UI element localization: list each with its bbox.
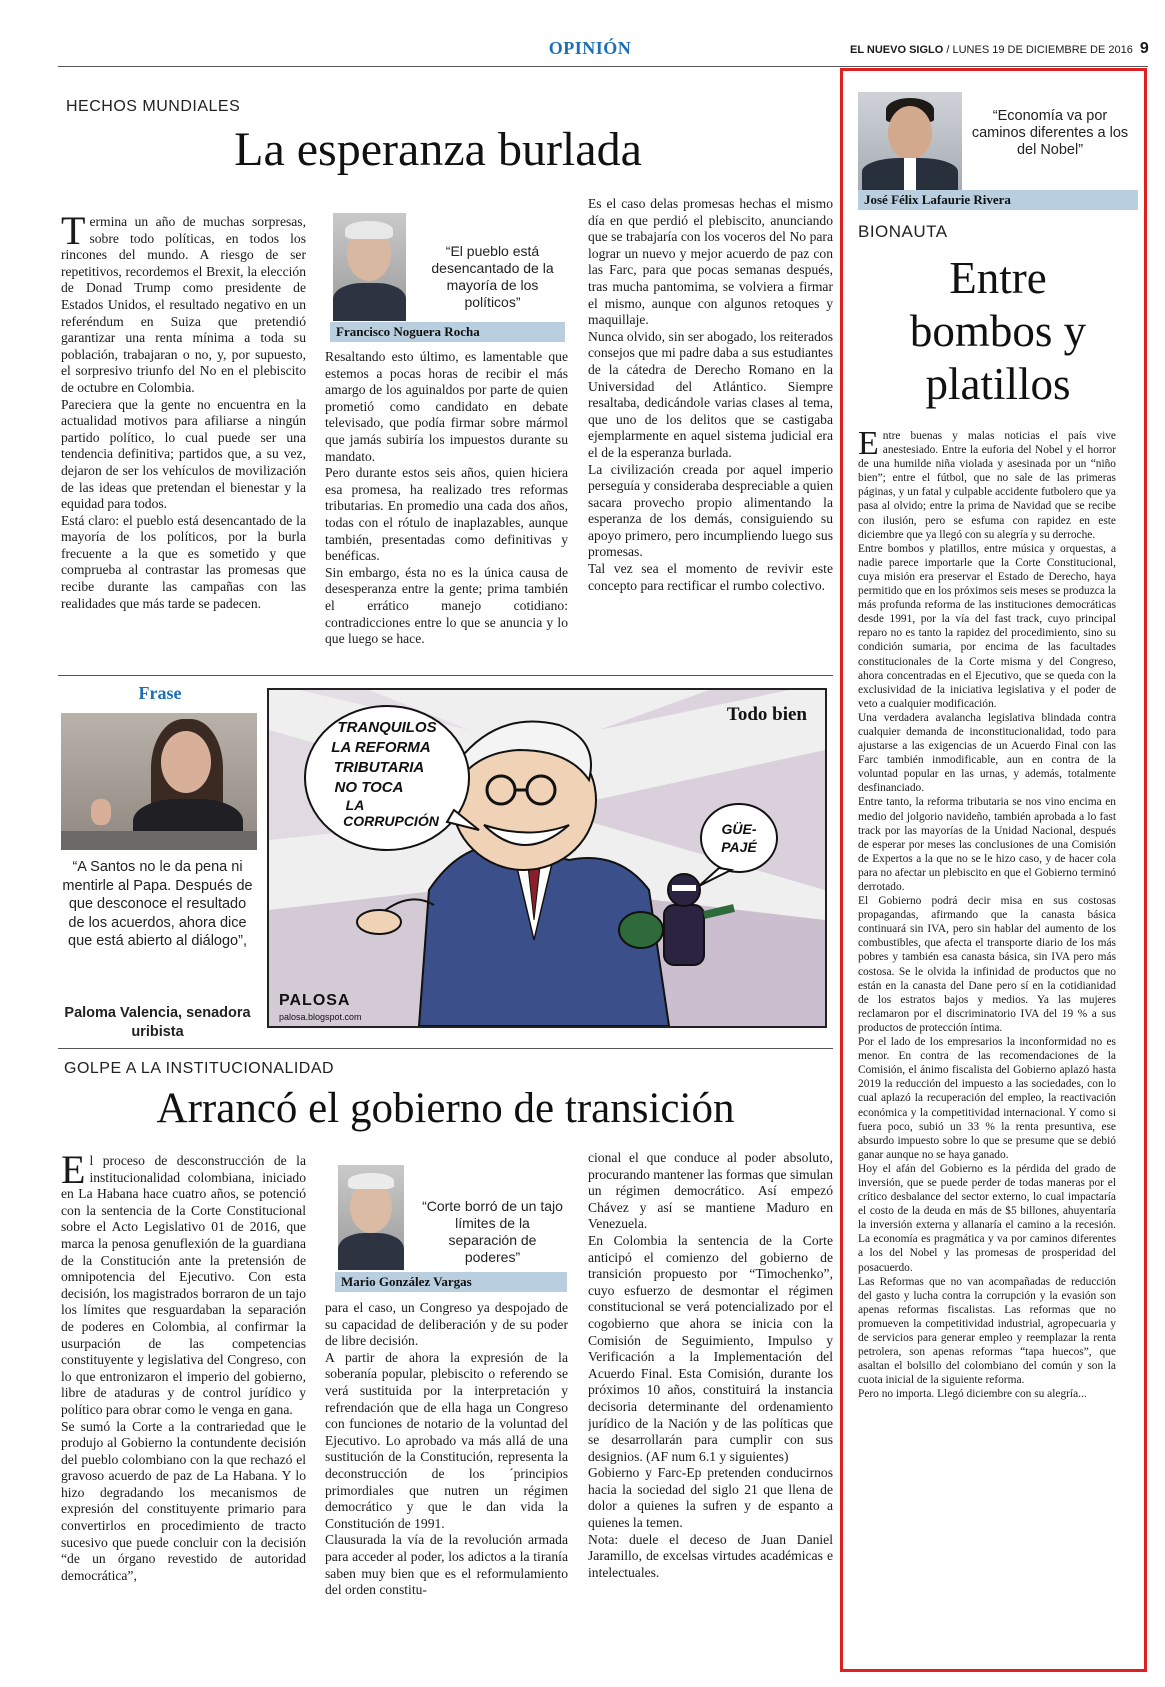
article2-col2 [325,1300,568,1623]
article2-headline: Arrancó el gobierno de transición [156,1085,735,1132]
article2-col3-p2: En Colombia la sentencia de la Corte anticipó el comienzo del gobierno de transición propuesto por “Timochenko”, cuyo esfuerzo de desmontar el régimen constitucional se verá potencializado por el cogobierno que ahora se inicia con la Comisión de Seguimiento, Impulso y Verificación a la Implementación del Acuerdo Final. Esta Comisión, durante los próximos 10 años, constituirá la instancia decisoria determinante del ordenamiento jurídico de la Nación y de las políticas que se desarrollarán para cumplir con sus designios. (AF num 6.1 y siguientes) [588,1232,833,1464]
publication-name: EL NUEVO SIGLO [850,44,944,56]
article1-col1-p1: ermina un año de muchas sorpresas, sobre todo políticas, en todos los rincones del mundo. A riesgo de ser repetitivos, recordemos el Brexit, la elección de Donad Trump como presidente de Estados Unidos, el resultado negativo en un referéndum en Suiza que pretendió garantizar una renta mínima a toda su población, trabajaran o no, y, por supuesto, el sorpresivo triunfo del No en el plebiscito de octubre en Colombia. [61,214,306,395]
article3-p1: ntre buenas y malas noticias el país vive anestesiado. Entre la euforia del Nobel y el horror de una humilde niña violada y asesinada por un “niño bien”; entre el fútbol, que no sale de las primeras páginas, y un fatal y culpable accidente futbolero que ya pasa al olvido; entre la prima de Navidad que se recibe con ilusión, pero se esfuma con rapidez en este diciembre que ya llegó con su alegría y su derroche. [858,430,1116,541]
article2-author: Mario González Vargas [335,1272,567,1292]
page-number: 9 [1139,40,1149,57]
section-label: OPINIÓN [548,38,632,58]
article2-kicker: GOLPE A LA INSTITUCIONALIDAD [64,1060,335,1077]
article1-col1 [61,214,306,666]
cartoon-title: Todo bien [726,704,807,725]
article2-col2-p2: A partir de ahora la expresión de la soberanía popular, plebiscito o referendo se verá sustituida por la interpretación y refrendación que de ella haga un Congreso con funciones de notario de la voluntad del Ejecutivo. Lo aprobado va más allá de una sustitución de la Constitución, representa la deconstrucción de los ´principios primordiales que nutren un régimen democrático y que le dan vida la Constitución de 1991. [325,1349,568,1531]
article2-col2-p1: para el caso, un Congreso ya despojado de su capacidad de deliberación y de su poder de libre decisión. [325,1300,568,1349]
article1-pull-quote: “El pueblo está desencantado de la mayoría de los políticos” [431,243,554,310]
author-photo-mario-gonzalez [338,1165,404,1270]
article2-col3-p1: cional el que conduce al poder absoluto, procurando mantener las formas que simulan un régimen democrático. Así empezó Chávez y así se mantiene Maduro en Venezuela. [588,1150,833,1232]
article2-col1 [61,1153,306,1623]
article3-headline-line3: platillos [925,359,1071,409]
article3-headline-line1: Entre [949,253,1047,303]
article3-dropcap: E [858,429,879,462]
article2-col2-p3: Clausurada la vía de la revolución armada para acceder al poder, los adictos a la tiranía saben muy bien que es el reformulamiento del orden constitu- [325,1532,568,1598]
article2-top-rule [58,1048,833,1049]
article3-p2: Entre bombos y platillos, entre música y orquestas, a nadie parece importarle que la Corte Constitucional, cuya misión era preservar el Estado de Derecho, haya permitido que en los próximos seis meses se produzca la más profunda reforma de las instituciones democráticas desde 1991, por la vía del fast track, cuyo principal reparo no es tanto la rapidez del procedimiento, sino su condición sumaria, por encima de las facultades constitucionales de la Corte misma y del Congreso, ahora concentradas en el Ejecutivo, que se queda con la exclusividad de la iniciativa legislativa y el poder de veto a cualquier modificación. [858,542,1116,710]
article3-p3: Una verdadera avalancha legislativa blindada contra cualquier demanda de inconstitucionalidad, todo para ajustarse a las exigencias de un Acuerdo Final con las Farc también inmodificable, aun en contra de la voluntad popular en las urnas, y además, totalmente desfinanciado. [858,711,1116,795]
header-rule [58,66,1148,67]
cartoon-drawing [269,690,825,1026]
bubble1-line1: TRANQUILOS [337,719,437,736]
author-photo-francisco-noguera [333,213,406,321]
article1-dropcap: T [61,214,86,253]
frase-author: Paloma Valencia, senadora uribista [64,1005,251,1040]
bubble1-line4: NO TOCA [334,779,404,796]
article2-dropcap: E [61,1153,86,1192]
article1-col2-p2: Pero durante estos seis años, quien hiciera esa promesa, ha realizado tres reformas tributarias. En promedio una cada dos años, todas con el rótulo de inaplazables, aunque también, presentadas como definitivas y benéficas. [325,465,568,564]
article3-headline [858,252,1138,411]
article3-p7: Hoy el afán del Gobierno es la pérdida del grado de inversión, que se puede perder de todas maneras por el crítico desbalance del sector externo, lo cual impactaría el costo de la deuda en más de $5 billones, ahuyentaría la inversión externa y allanaría el camino a la recesión. La economía es pragmática y va por caminos diferentes a los del Nobel y las promesas de prosperidad del posacuerdo. [858,1162,1116,1274]
article1-col3 [588,196,833,666]
bubble2-line1: GÜE- [721,821,757,837]
article1-col2 [325,349,568,666]
issue-date: / LUNES 19 DE DICIEMBRE DE 2016 [946,44,1133,56]
article3-author: José Félix Lafaurie Rivera [858,190,1138,210]
article3-kicker: BIONAUTA [858,222,948,241]
article3-p8: Las Reformas que no van acompañadas de reducción del gasto y lucha contra la corrupción y la evasión son apenas reformas fiscalistas. Las reformas que no promueven la competitividad industrial, agropecuaria y de servicios para generar empleo y reemplazar la renta petrolera, son apenas reformas “tapa huecos”, que asaltan el bolsillo del colombiano del común y son la cuota inicial de la siguiente reforma. [858,1275,1116,1387]
article3-p9: Pero no importa. Llegó diciembre con su alegría... [858,1388,1087,1401]
article1-author: Francisco Noguera Rocha [330,322,565,342]
frase-photo-paloma-valencia [61,713,257,850]
article1-col2-p3: Sin embargo, ésta no es la única causa de desesperanza entre la gente; prima también el errático manejo cotidiano: contradicciones entre lo que se anuncia y lo que luego se hace. [325,564,568,647]
article1-col3-p2: Nunca olvido, sin ser abogado, los reiterados consejos que mi padre daba a sus estudiantes de la cátedra de Derecho Romano en la Universidad del Atlántico. Siempre resaltaba, dedicándole varias clases al tema, que uno de los delitos que se castigaba ejemplarmente en aquel sistema judicial era el de la esperanza burlada. [588,328,833,460]
masthead [850,40,1149,58]
article2-col3 [588,1150,833,1623]
cartoon-signature: PALOSA [279,992,351,1009]
article1-col3-p1: Es el caso delas promesas hechas el mismo día en que perdió el plebiscito, anunciando que se trabajaría con los voceros del No para lograr un nuevo y mejor acuerdo de paz con las Farc, para que pocas semanas después, tras mucha pantomima, se volviera a firmar el mismo, aunque con algunos retoques y maquillaje. [588,196,833,328]
article1-col1-p3: Está claro: el pueblo está desencantado de la mayoría de los políticos, por la burla frecuente a la que es sometido y que comprueba al contrastar las promesas que recibe durante las campañas con las realidades que más tarde se padecen. [61,512,306,611]
article1-col3-p3: La civilización creada por aquel imperio perseguía y consideraba despreciable a quien sacara provecho propio alimentando la esperanza de los demás, consiguiendo su apoyo primero, pero incumpliendo luego sus promesas. [588,461,833,560]
bubble1-line3: TRIBUTARIA [333,759,425,776]
article3-headline-line2: bombos y [909,306,1087,356]
article3-body [858,429,1116,1661]
frase-title: Frase [138,683,182,703]
article1-col3-p4: Tal vez sea el momento de revivir este concepto para rectificar el rumbo colectivo. [588,561,833,593]
article3-p6: Por el lado de los empresarios la inconformidad no es menor. En contra de las recomendaciones de la Comisión, el ánimo fiscalista del Gobierno aplazó hasta 2019 la reducción del impuesto a las sociedades, con lo cual aplazó la recuperación del empleo, la reactivación económica y la competitividad internacional. Y como si fuera poco, subió un 33 % la renta presuntiva, ese absurdo impuesto sobre lo que se presume que se debió ganar aunque no se haya ganado. [858,1036,1116,1161]
bubble2-line2: PAJÉ [721,839,757,855]
article1-col2-p1: Resaltando esto último, es lamentable que estemos a pocas horas de recibir el más amargo de los aguinaldos por parte de quien prometió como candidato en debate televisado, que podía firmar sobre mármol que jamás subiría los impuestos durante su mandato. [325,349,568,464]
editorial-cartoon [267,688,827,1028]
article2-col1-p1: l proceso de desconstrucción de la institucionalidad colombiana, iniciado en La Habana hace cuatro años, se potenció con la sentencia de la Corte Constitucional sobre el Acto Legislativo 01 de 2016, que marca la penosa genuflexión de la guardiana de la Constitución ante la pretensión de omnipotencia del Ejecutivo. Con esta decisión, los magistrados borraron de un tajo los límites que resguardaban la separación de poderes en Colombia, al confirmar la usurpación de las competencias constituyente y legislativa del Congreso, con lo que entronizaron el imperio del gobierno, libre de ataduras y de control jurídico y político para obrar como le venga en gana. [61,1153,306,1417]
article3-p4: Entre tanto, la reforma tributaria se nos vino encima en medio del jolgorio navideño, también aprobada a lo fast track por las mayorías de la Unidad Nacional, después de esperar por meses las conclusiones de una Comisión de Expertos a la que no se le hizo caso, y de hacer cola para no afectar un plebiscito en que el Gobierno terminó derrotado. [858,796,1116,893]
bubble1-line5: LA [345,797,365,813]
article1-bottom-rule [58,675,833,676]
article2-col1-p2: Se sumó la Corte a la contrariedad que le produjo al Gobierno la contundente decisión del pueblo colombiano con la que rechazó el gravoso acuerdo de paz de La Habana. Y lo hizo degradando los mecanismos de expresión del constituyente primario para convertirlos en procedimiento de tracto sucesivo que puede concluir con la decisión “de un órgano revestido de autoridad democrática”, [61,1418,306,1583]
article1-kicker: HECHOS MUNDIALES [66,98,241,115]
article1-headline: La esperanza burlada [234,123,642,176]
article3-pull-quote: “Economía va por caminos diferentes a los del Nobel” [971,108,1129,158]
bubble1-line2: LA REFORMA [331,739,431,756]
frase-quote: “A Santos no le da pena ni mentirle al Papa. Después de que desconoce el resultado de los acuerdos, ahora dice que está abierto al diálogo”, [62,859,253,949]
article3-p5: El Gobierno podrá decir misa en sus costosas propagandas, afirmando que la canasta básica continuará sin IVA, pero sin hablar del aumento de los combustibles, que afecta el transporte diario de los más pobres y también esa canasta básica, sin IVA pero más costosa. Se le olvida la infinidad de productos que no están en la canasta del Dane pero sí en la cotidianidad de los estratos bajos y medios. Ya las mujeres reclamaron por el discriminatorio IVA del 19 % a sus productos de protección íntima. [858,895,1116,1034]
article1-col1-p2: Pareciera que la gente no encuentra en la actualidad motivos para afiliarse a ningún partido político, lo cual puede ser una tendencia definitiva; partidos que, a su vez, dejaron de ser los vehículos de movilización de las ideas que pretendan el bienestar y la equidad para todos. [61,396,306,512]
article2-col3-p3: Gobierno y Farc-Ep pretenden conducirnos hacia la sociedad del siglo 21 que llena de dolor a quienes la sufren y de espanto a quienes la temen. [588,1465,833,1531]
article2-pull-quote: “Corte borró de un tajo límites de la separación de poderes” [422,1198,563,1265]
cartoon-url: palosa.blogspot.com [279,1012,362,1022]
bubble1-line6: CORRUPCIÓN [343,813,439,829]
author-photo-jose-felix-lafaurie [858,92,962,190]
article2-col3-p4: Nota: duele el deceso de Juan Daniel Jaramillo, de excelsas virtudes académicas e intelectuales. [588,1531,833,1580]
